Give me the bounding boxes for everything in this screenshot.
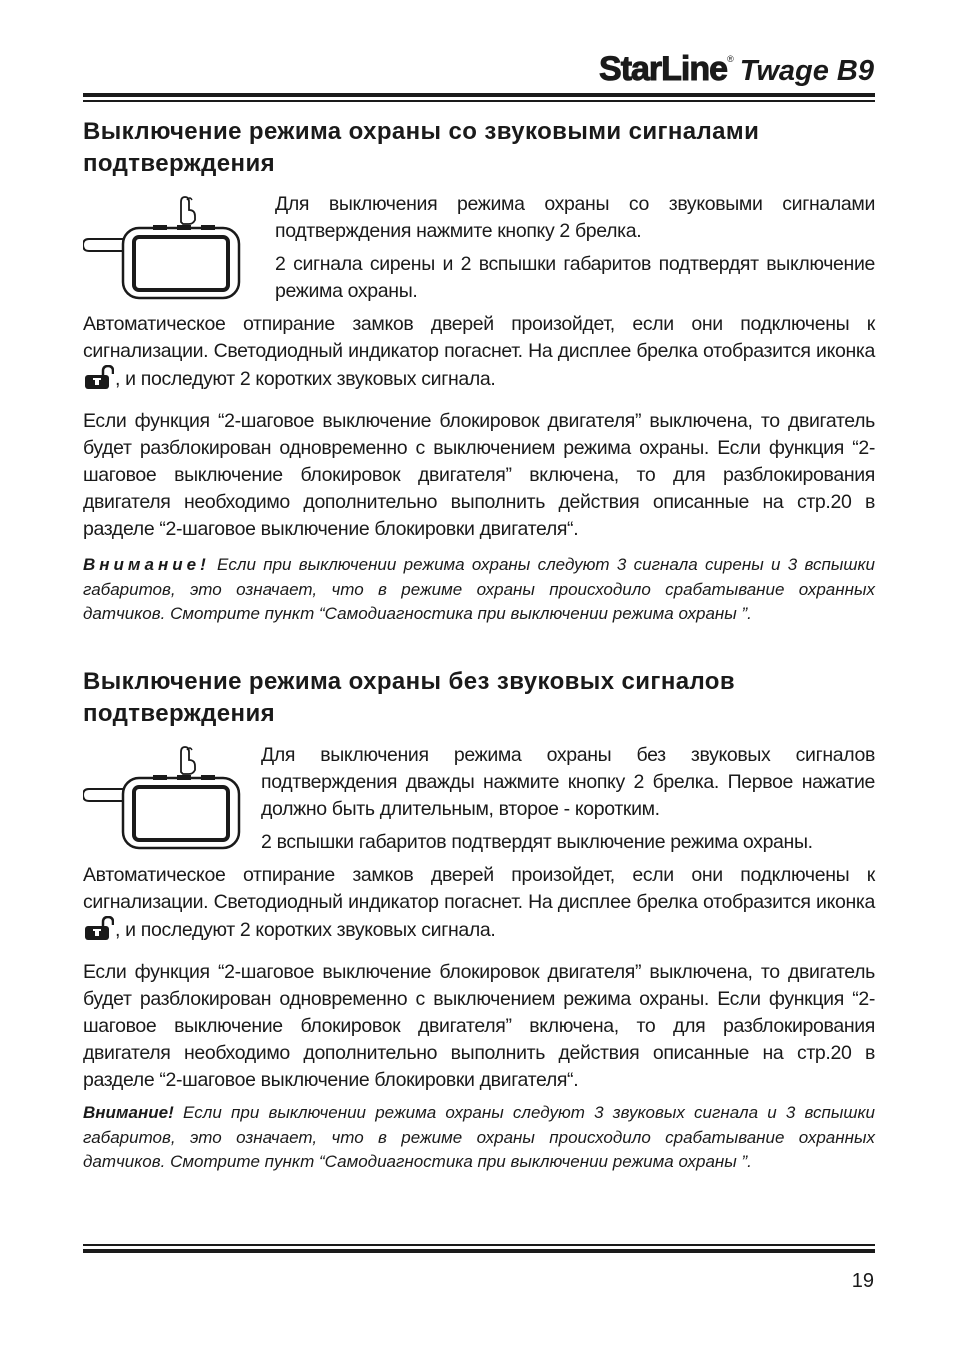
section1-confirm: 2 сигнала сирены и 2 вспышки габаритов подтвердят выключение режима охраны.: [275, 253, 875, 302]
section2-auto-text-end: , и последуют 2 коротких звуковых сигнала.: [115, 919, 496, 941]
section2-confirm: 2 вспышки габаритов подтвердят выключение режима охраны.: [261, 831, 813, 853]
warning-label: Внимание!: [83, 555, 210, 574]
brand-logo: StarLine: [599, 50, 728, 88]
registered-mark: ®: [727, 54, 734, 64]
model-name: Twage B9: [739, 55, 874, 87]
unlocked-padlock-icon: [84, 365, 114, 389]
page-number: 19: [851, 1270, 874, 1292]
section2-warning: [83, 1101, 875, 1175]
pointing-finger-icon: [181, 747, 195, 774]
warning-text: Если при выключении режима охраны следуют 3 сигнала сирены и 3 вспышки габаритов, это означает, что в режиме охраны происходило срабатывание охранных датчиков. Смотрите пункт “Самодиагностика при выключении режима охраны ”.: [83, 555, 875, 623]
section2-auto-unlock: [83, 862, 875, 944]
section1-function-info: Если функция “2-шаговое выключение блокировок двигателя” выключена, то двигатель будет разблокирован одновременно с выключением режима охраны. Если функция “2-шаговое выключение блокировок двигателя” включена, то для разблокирования двигателя необходимо дополнительно выполнить действия описанные на стр.20 в разделе “2-шаговое выключение блокировки двигателя“.: [83, 410, 875, 540]
footer-rule-thin: [83, 1244, 875, 1246]
section2-heading: Выключение режима охраны без звуковых сигналов подтверждения: [83, 668, 736, 727]
key-fob-icon: [83, 190, 243, 300]
section1-intro: Для выключения режима охраны со звуковыми сигналами подтверждения нажмите кнопку 2 брелка.: [275, 193, 875, 242]
unlocked-padlock-icon: [84, 916, 114, 940]
header-brand: [599, 50, 874, 89]
section1-auto-text-end: , и последуют 2 коротких звуковых сигнала.: [115, 368, 496, 390]
section2-intro: Для выключения режима охраны без звуковых сигналов подтверждения дважды нажмите кнопку 2 брелка. Первое нажатие должно быть длительным, второе - коротким.: [261, 744, 875, 820]
section1-auto-text: Автоматическое отпирание замков дверей произойдет, если они подключены к сигнализации. Светодиодный индикатор погаснет. На дисплее брелка отобразится иконка: [83, 313, 875, 362]
header-rule-thin: [83, 100, 875, 102]
pointing-finger-icon: [181, 197, 195, 224]
section2-auto-text: Автоматическое отпирание замков дверей произойдет, если они подключены к сигнализации. Светодиодный индикатор погаснет. На дисплее брелка отобразится иконка: [83, 864, 875, 913]
header-rule-thick: [83, 93, 875, 97]
footer-rule-thick: [83, 1249, 875, 1253]
key-fob-icon: [83, 740, 243, 850]
warning-text: Если при выключении режима охраны следуют 3 звуковых сигнала и 3 вспышки габаритов, это означает, что в режиме охраны происходило срабатывание охранных датчиков. Смотрите пункт “Самодиагностика при выключении режима охраны ”.: [83, 1103, 875, 1171]
section1-auto-unlock: [83, 311, 875, 393]
section2-function-info: Если функция “2-шаговое выключение блокировок двигателя” выключена, то двигатель будет разблокирован одновременно с выключением режима охраны. Если функция “2-шаговое выключение блокировок двигателя” включена, то для разблокирования двигателя необходимо дополнительно выполнить действия описанные на стр.20 в разделе “2-шаговое выключение блокировки двигателя“.: [83, 961, 875, 1091]
warning-label: Внимание!: [83, 1103, 174, 1122]
section1-warning: [83, 553, 875, 627]
section1-heading: Выключение режима охраны со звуковыми сигналами подтверждения: [83, 118, 760, 177]
